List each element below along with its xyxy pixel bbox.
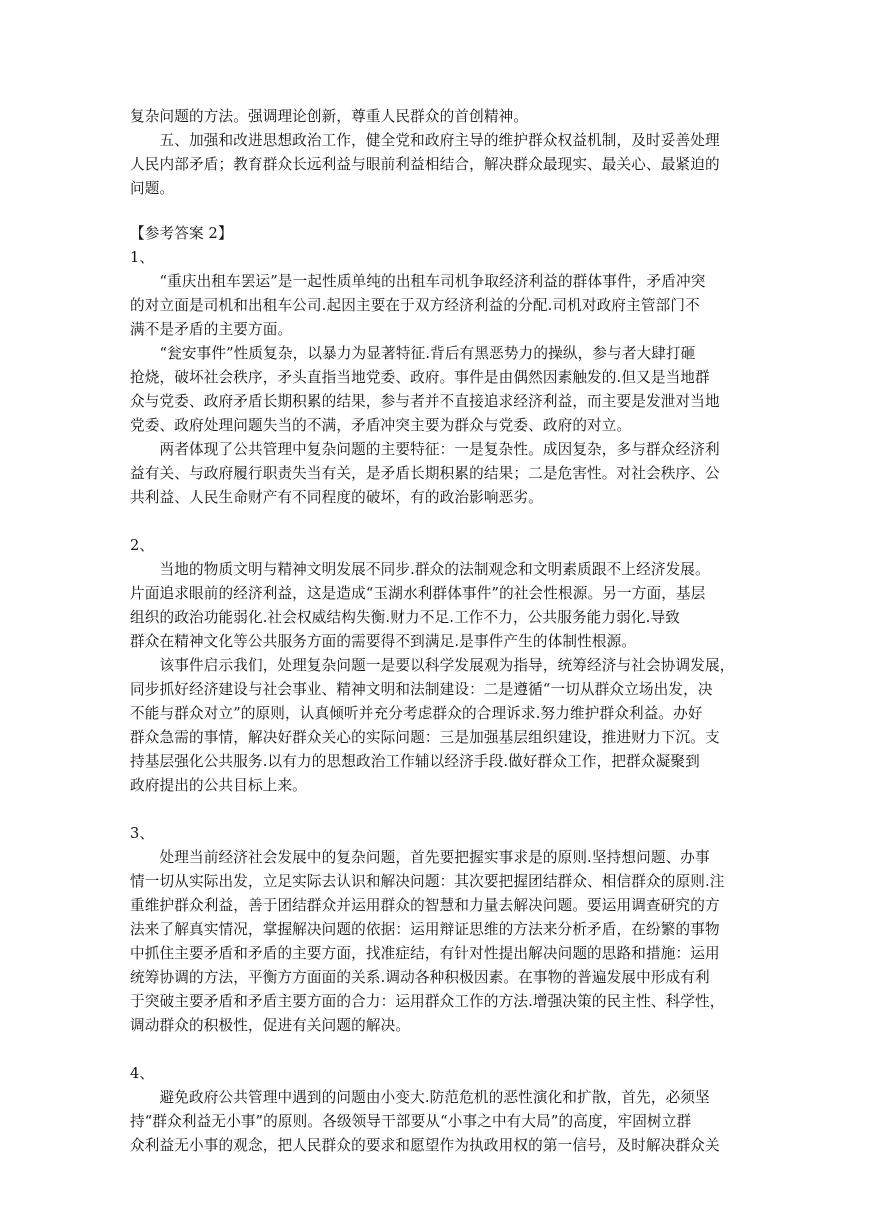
answer-number: 2、 <box>130 537 155 554</box>
answer-number: 3、 <box>130 825 155 842</box>
text-line: 群众急需的事情，解决好群众关心的实际问题：三是加强基层组织建设，推进财力下沉。支 <box>130 729 720 746</box>
text-line: 统筹协调的方法，平衡方方面面的关系.调动各种积极因素。在事物的普遍发展中形成有利 <box>130 969 710 986</box>
text-line: 持“群众利益无小事”的原则。各级领导干部要从“小事之中有大局”的高度，牢固树立群 <box>130 1113 692 1130</box>
answer-number: 4、 <box>130 1065 155 1082</box>
intro-tail <box>130 105 742 201</box>
text-line: 持基层强化公共服务.以有力的思想政治工作辅以经济手段.做好群众工作，把群众凝聚到 <box>130 753 700 770</box>
text-line: 五、加强和改进思想政治工作，健全党和政府主导的维护群众权益机制，及时妥善处理 <box>130 132 720 149</box>
text-line: 复杂问题的方法。强调理论创新，尊重人民群众的首创精神。 <box>130 108 529 125</box>
text-line: 片面追求眼前的经济利益，这是造成“玉湖水利群体事件”的社会性根源。另一方面，基层 <box>130 585 706 602</box>
text-line: 组织的政治功能弱化.社会权威结构失衡.财力不足.工作不力，公共服务能力弱化.导致 <box>130 609 680 626</box>
text-line: 党委、政府处理问题失当的不满，矛盾冲突主要为群众与党委、政府的对立。 <box>130 417 632 434</box>
text-line: 众利益无小事的观念，把人民群众的要求和愿望作为执政用权的第一信号，及时解决群众关 <box>130 1137 720 1154</box>
section-title: 【参考答案 2】 <box>130 225 233 242</box>
text-line: 该事件启示我们，处理复杂问题一是要以科学发展观为指导，统筹经济与社会协调发展， <box>130 657 735 674</box>
text-line: 人民内部矛盾；教育群众长远利益与眼前利益相结合，解决群众最现实、最关心、最紧迫的 <box>130 156 720 173</box>
text-line: 法来了解真实情况，掌握解决问题的依据：运用辩证思维的方法来分析矛盾，在纷繁的事物 <box>130 921 720 938</box>
text-line: 共利益、人民生命财产有不同程度的破坏，有的政治影响恶劣。 <box>130 489 543 506</box>
text-line: 抢烧，破坏社会秩序，矛头直指当地党委、政府。事件是由偶然因素触发的.但又是当地群 <box>130 369 710 386</box>
text-line: 不能与群众对立”的原则，认真倾听并充分考虑群众的合理诉求.努力维护群众利益。办好 <box>130 705 703 722</box>
text-line: 满不是矛盾的主要方面。 <box>130 321 293 338</box>
text-line: 问题。 <box>130 180 175 197</box>
text-line: 中抓住主要矛盾和矛盾的主要方面，找准症结，有针对性提出解决问题的思路和措施：运用 <box>130 945 720 962</box>
text-line: 当地的物质文明与精神文明发展不同步.群众的法制观念和文明素质跟不上经济发展。 <box>130 561 710 578</box>
text-line: “瓮安事件”性质复杂，以暴力为显著特征.背后有黑恶势力的操纵，参与者大肆打砸 <box>130 345 696 362</box>
answer-section <box>130 222 742 1158</box>
text-line: 重维护群众利益，善于团结群众并运用群众的智慧和力量去解决问题。要运用调查研究的方 <box>130 897 720 914</box>
text-line: 群众在精神文化等公共服务方面的需要得不到满足.是事件产生的体制性根源。 <box>130 633 637 650</box>
text-line: 政府提出的公共目标上来。 <box>130 777 307 794</box>
text-line: “重庆出租车罢运”是一起性质单纯的出租车司机争取经济利益的群体事件，矛盾冲突 <box>130 273 706 290</box>
text-line: 同步抓好经济建设与社会事业、精神文明和法制建设：二是遵循“一切从群众立场出发，决 <box>130 681 713 698</box>
text-line: 的对立面是司机和出租车公司.起因主要在于双方经济利益的分配.司机对政府主管部门不 <box>130 297 700 314</box>
text-line: 益有关、与政府履行职责失当有关，是矛盾长期积累的结果；二是危害性。对社会秩序、公 <box>130 465 720 482</box>
text-line: 调动群众的积极性，促进有关问题的解决。 <box>130 1017 411 1034</box>
text-line: 两者体现了公共管理中复杂问题的主要特征：一是复杂性。成因复杂，多与群众经济利 <box>130 441 720 458</box>
text-line: 于突破主要矛盾和矛盾主要方面的合力：运用群众工作的方法.增强决策的民主性、科学性， <box>130 993 725 1010</box>
text-line: 众与党委、政府矛盾长期积累的结果，参与者并不直接追求经济利益，而主要是发泄对当地 <box>130 393 720 410</box>
text-line: 避免政府公共管理中遇到的问题由小变大.防范危机的恶性演化和扩散，首先，必须坚 <box>130 1089 710 1106</box>
answer-number: 1、 <box>130 249 155 266</box>
text-line: 情一切从实际出发，立足实际去认识和解决问题：其次要把握团结群众、相信群众的原则.注 <box>130 873 725 890</box>
text-line: 处理当前经济社会发展中的复杂问题，首先要把握实事求是的原则.坚持想问题、办事 <box>130 849 710 866</box>
